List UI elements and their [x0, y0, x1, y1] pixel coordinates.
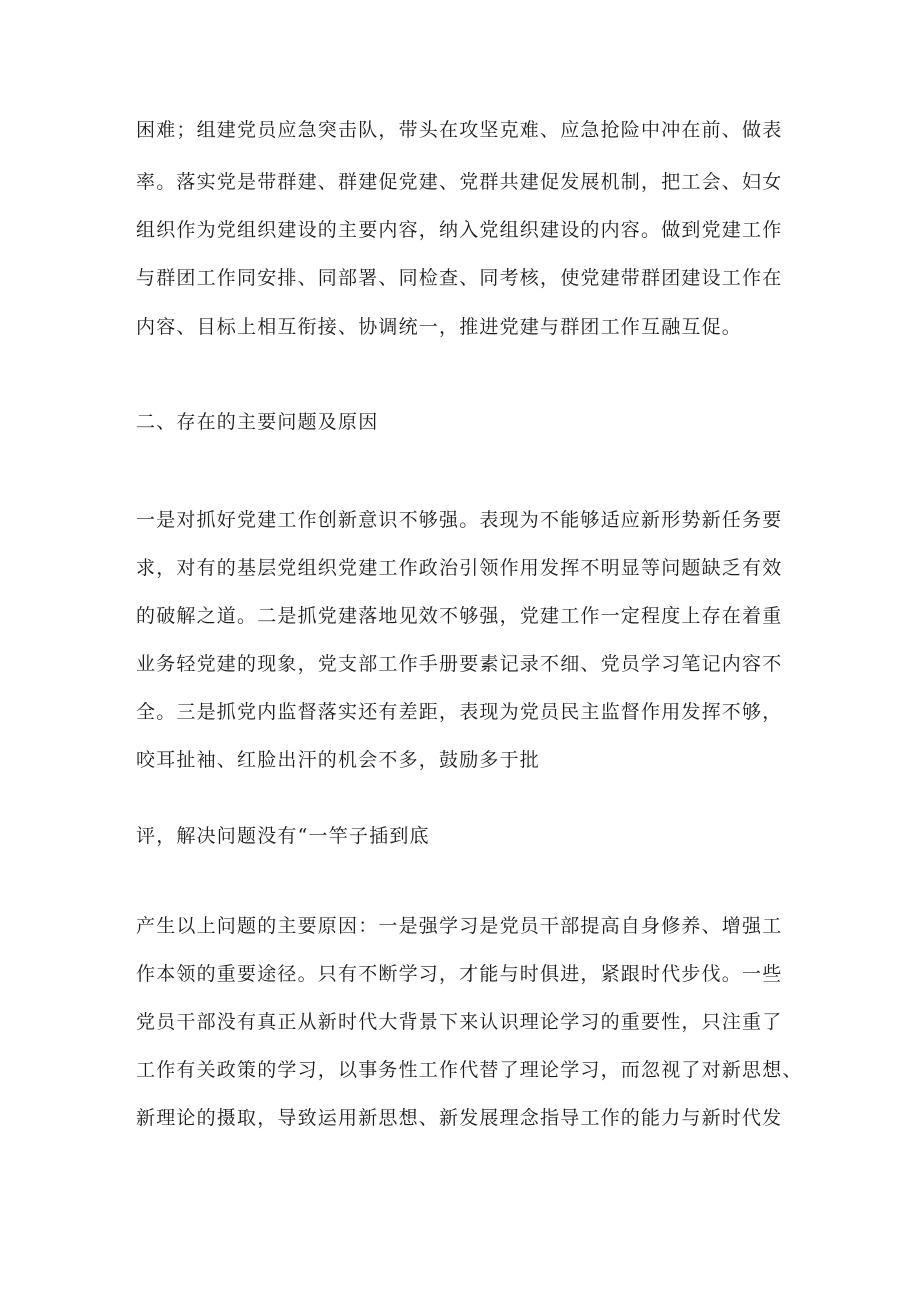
- section-heading: 二、存在的主要问题及原因: [136, 411, 379, 433]
- paragraph-1-line: 困难；组建党员应急突击队，带头在攻坚克难、应急抢险中冲在前、做表: [136, 119, 783, 141]
- paragraph-4-line: 作本领的重要途径。只有不断学习，才能与时俱进，紧跟时代步伐。一些: [136, 963, 783, 985]
- paragraph-1-line: 内容、目标上相互衔接、协调统一，推进党建与群团工作互融互促。: [136, 316, 743, 338]
- paragraph-4-line: 新理论的摄取，导致运用新思想、新发展理念指导工作的能力与新时代发: [136, 1107, 783, 1129]
- paragraph-2-line: 咬耳扯袖、红脸出汗的机会不多，鼓励多于批: [136, 749, 541, 771]
- paragraph-2-line: 求，对有的基层党组织党建工作政治引领作用发挥不明显等问题缺乏有效: [136, 557, 783, 579]
- paragraph-4-line: 工作有关政策的学习，以事务性工作代替了理论学习，而忽视了对新思想、: [136, 1059, 803, 1081]
- paragraph-1-line: 与群团工作同安排、同部署、同检查、同考核，使党建带群团建设工作在: [136, 267, 783, 289]
- paragraph-2-line: 一是对抓好党建工作创新意识不够强。表现为不能够适应新形势新任务要: [136, 509, 783, 531]
- paragraph-4-line: 党员干部没有真正从新时代大背景下来认识理论学习的重要性，只注重了: [136, 1011, 783, 1033]
- paragraph-1-line: 率。落实党是带群建、群建促党建、党群共建促发展机制，把工会、妇女: [136, 171, 783, 193]
- paragraph-2-line: 全。三是抓党内监督落实还有差距，表现为党员民主监督作用发挥不够，: [136, 701, 783, 723]
- paragraph-4-line: 产生以上问题的主要原因：一是强学习是党员干部提高自身修养、增强工: [136, 915, 783, 937]
- paragraph-3-line: 评，解决问题没有“一竿子插到底: [136, 825, 430, 847]
- paragraph-2-line: 的破解之道。二是抓党建落地见效不够强，党建工作一定程度上存在着重: [136, 605, 783, 627]
- paragraph-2-line: 业务轻党建的现象，党支部工作手册要素记录不细、党员学习笔记内容不: [136, 653, 783, 675]
- paragraph-1-line: 组织作为党组织建设的主要内容，纳入党组织建设的内容。做到党建工作: [136, 219, 783, 241]
